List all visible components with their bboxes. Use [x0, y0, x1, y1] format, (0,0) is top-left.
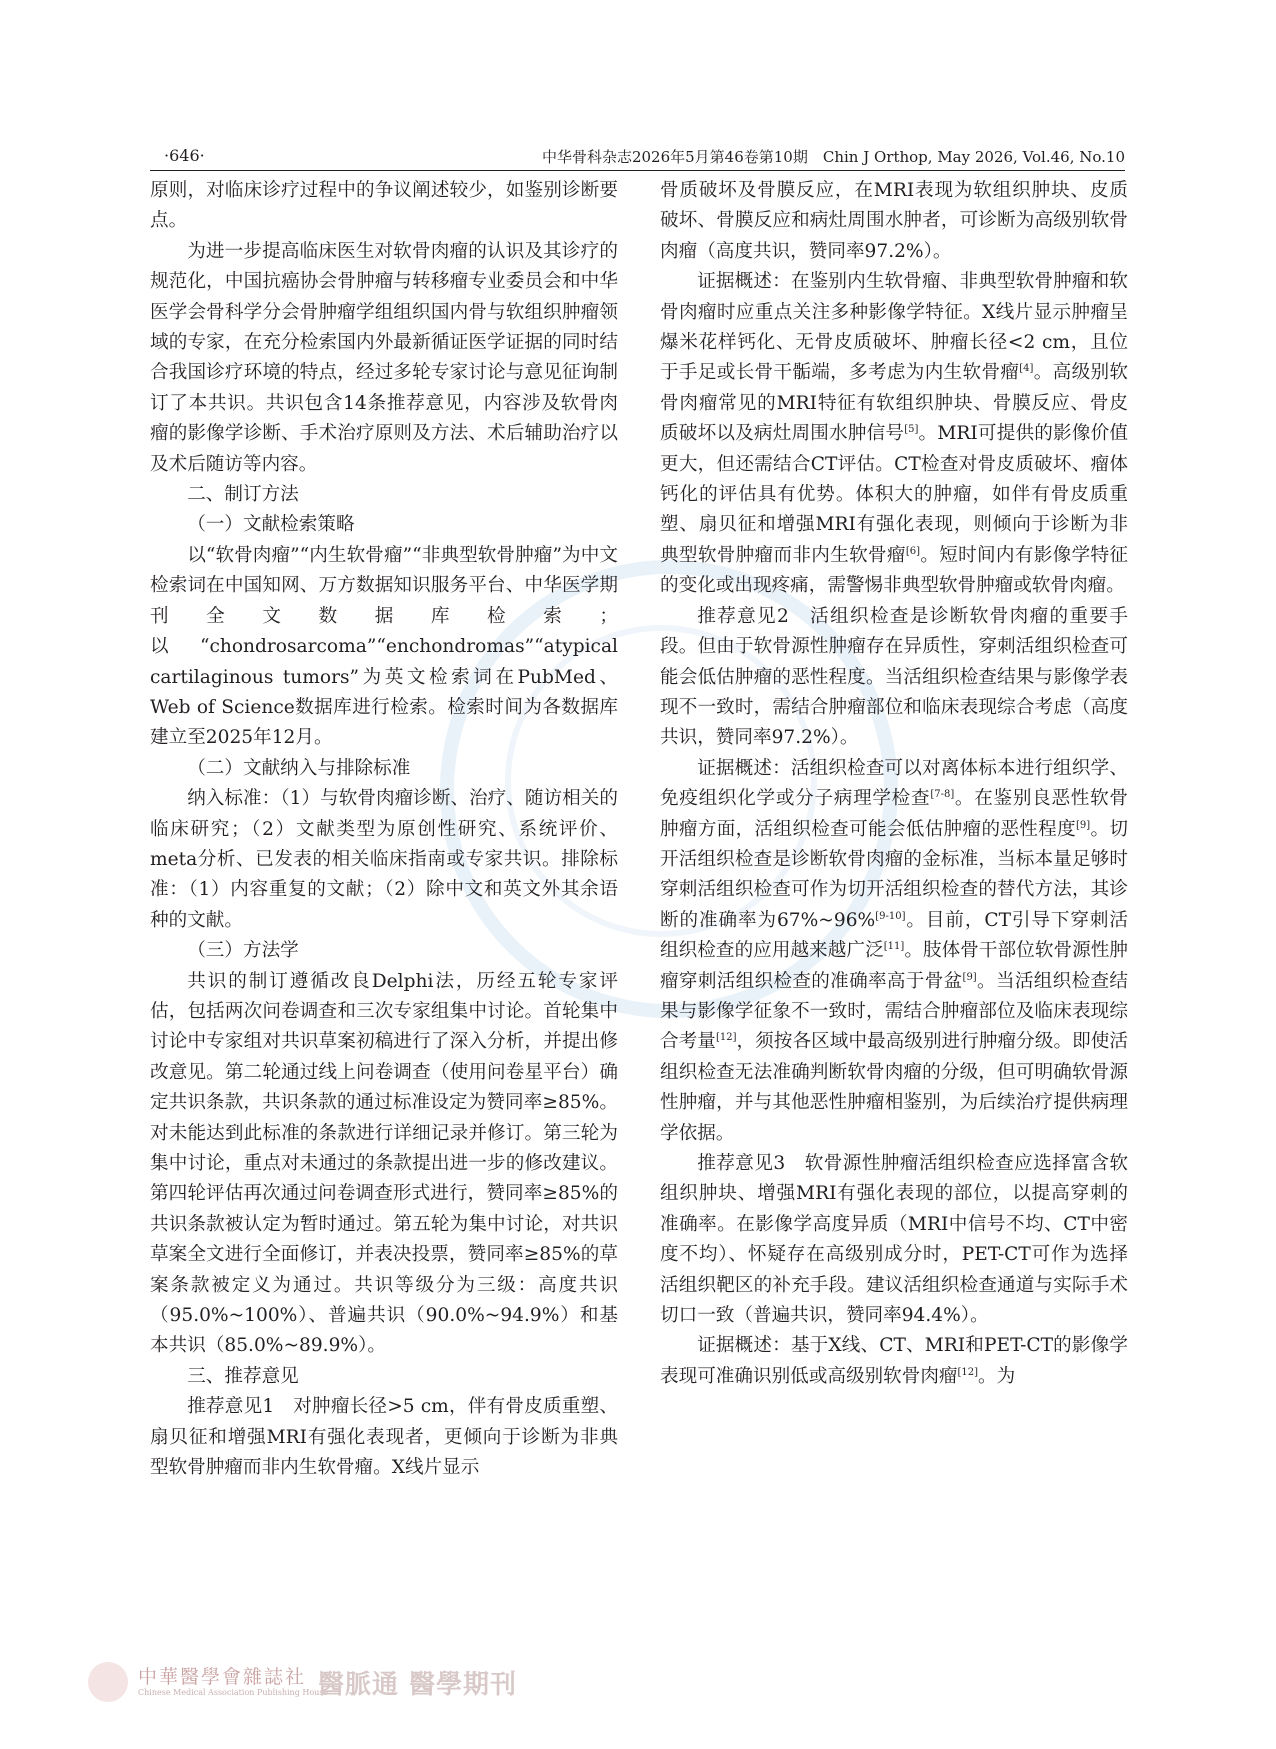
citation-ref: [11] [883, 940, 905, 952]
subsection-heading: （三）方法学 [187, 940, 299, 962]
text-run: 。短时间内有影像学特征的变化或出现疼痛，需警惕非典型软骨肿瘤或软骨肉瘤。 [660, 544, 1128, 597]
paragraph: 骨质破坏及骨膜反应，在MRI表现为软组织肿块、皮质破坏、骨膜反应和病灶周围水肿者，可诊断为高级别软骨肉瘤（高度共识，赞同率97.2%）。 [660, 180, 1128, 262]
paragraph: 为进一步提高临床医生对软骨肉瘤的认识及其诊疗的规范化，中国抗癌协会骨肿瘤与转移瘤专业委员会和中华医学会骨科学分会骨肿瘤学组组织国内骨与软组织肿瘤领域的专家，在充分检索国内外最新循证医学证据的同时结合我国诊疗环境的特点，经过多轮专家讨论与意见征询制订了本共识。共识包含14条推荐意见，内容涉及软骨肉瘤的影像学诊断、手术治疗原则及方法、术后辅助治疗以及术后随访等内容。 [150, 240, 618, 475]
text-run: 证据概述：在鉴别内生软骨瘤、非典型软骨肿瘤和软骨肉瘤时应重点关注多种影像学特征。X线片显示肿瘤呈爆米花样钙化、无骨皮质破坏、肿瘤长径<2 cm，且位于手足或长骨干骺端，多考虑为内生软骨瘤 [660, 271, 1128, 384]
evidence-summary-1 [660, 267, 1128, 601]
evidence-summary-2 [660, 754, 1128, 1149]
publisher-footer [88, 1660, 568, 1710]
text-run: 。MRI可提供的影像价值更大，但还需结合CT评估。CT检查对骨皮质破坏、瘤体钙化的评估具有优势。体积大的肿瘤，如伴有骨皮质重塑、扇贝征和增强MRI有强化表现，则倾向于诊断为非典型软骨肿瘤而非内生软骨瘤 [660, 423, 1128, 566]
page-number: ·646· [164, 146, 205, 165]
evidence-summary-3 [660, 1331, 1128, 1392]
text-run: 证据概述：基于X线、CT、MRI和PET-CT的影像学表现可准确识别低或高级别软骨肉瘤 [660, 1335, 1128, 1387]
running-header [150, 146, 1125, 171]
paragraph: 纳入标准：（1）与软骨肉瘤诊断、治疗、随访相关的临床研究；（2）文献类型为原创性研究、系统评价、meta分析、已发表的相关临床指南或专家共识。排除标准：（1）内容重复的文献；（2）除中文和英文外其余语种的文献。 [150, 788, 618, 931]
citation-ref: [9] [1075, 819, 1091, 831]
citation-ref: [9] [962, 971, 977, 983]
citation-ref: [12] [957, 1366, 979, 1378]
paragraph: 共识的制订遵循改良Delphi法，历经五轮专家评估，包括两次问卷调查和三次专家组集中讨论。首轮集中讨论中专家组对共识草案初稿进行了深入分析，并提出修改意见。第二轮通过线上问卷调查（使用问卷星平台）确定共识条款，共识条款的通过标准设定为赞同率≥85%。对未能达到此标准的条款进行详细记录并修订。第三轮为集中讨论，重点对未通过的条款提出进一步的修改建议。第四轮评估再次通过问卷调查形式进行，赞同率≥85%的共识条款被认定为暂时通过。第五轮为集中讨论，对共识草案全文进行全面修订，并表决投票，赞同率≥85%的草案条款被定义为通过。共识等级分为三级：高度共识（95.0%~100%）、普遍共识（90.0%~94.9%）和基本共识（85.0%~89.9%）。 [150, 970, 618, 1357]
citation-ref: [9-10] [875, 910, 906, 922]
citation-ref: [12] [715, 1032, 737, 1044]
right-column [660, 176, 1128, 1392]
subsection-heading: （二）文献纳入与排除标准 [187, 757, 411, 779]
section-heading: 二、制订方法 [187, 484, 299, 506]
text-run: 。在鉴别良恶性软骨肿瘤方面，活组织检查可能会低估肿瘤的恶性程度 [660, 788, 1128, 840]
left-column [150, 176, 618, 1483]
citation-ref: [4] [1019, 363, 1034, 375]
recommendation-2: 推荐意见2 活组织检查是诊断软骨肉瘤的重要手段。但由于软骨源性肿瘤存在异质性，穿刺活组织检查可能会低估肿瘤的恶性程度。当活组织检查结果与影像学表现不一致时，需结合肿瘤部位和临床表现综合考虑（高度共识，赞同率97.2%）。 [660, 605, 1128, 749]
recommendation-3: 推荐意见3 软骨源性肿瘤活组织检查应选择富含软组织肿块、增强MRI有强化表现的部位，以提高穿刺的准确率。在影像学高度异质（MRI中信号不均、CT中密度不均）、怀疑存在高级别成分时，PET-CT可作为选择活组织靶区的补充手段。建议活组织检查通道与实际手术切口一致（普遍共识，赞同率94.4%）。 [660, 1153, 1128, 1327]
text-run: 。目前，CT引导下穿刺活组织检查的应用越来越广泛 [660, 909, 1128, 962]
text-run: 。为 [978, 1365, 1016, 1387]
subsection-heading: （一）文献检索策略 [187, 514, 355, 536]
text-run: 。当活组织检查结果与影像学征象不一致时，需结合肿瘤部位及临床表现综合考量 [660, 970, 1128, 1053]
paragraph: 以“软骨肉瘤”“内生软骨瘤”“非典型软骨肿瘤”为中文检索词在中国知网、万方数据知识服务平台、中华医学期刊全文数据库检索；以“chondrosarcoma”“enchondromas”“atypical cartilaginous tumors”为英文检索词在PubMed、Web of Science数据库进行检索。检索时间为各数据库建立至2025年12月。 [150, 544, 618, 749]
text-run: 证据概述：活组织检查可以对离体标本进行组织学、免疫组织化学或分子病理学检查 [660, 757, 1128, 810]
section-heading: 三、推荐意见 [187, 1365, 299, 1387]
text-run: 。切开活组织检查是诊断软骨肉瘤的金标准，当标本量足够时穿刺活组织检查可作为切开活组织检查的替代方法，其诊断的准确率为67%~96% [660, 818, 1128, 931]
citation-ref: [7-8] [930, 788, 955, 800]
citation-ref: [6] [905, 545, 920, 557]
publisher-logo-icon [88, 1662, 128, 1702]
text-run: 。高级别软骨肉瘤常见的MRI特征有软组织肿块、骨膜反应、骨皮质破坏以及病灶周围水肿信号 [660, 362, 1128, 445]
publisher-name: 中華醫學會雜誌社 [138, 1666, 307, 1688]
publisher-name-en: Chinese Medical Association Publishing House [138, 1688, 329, 1697]
journal-citation: 中华骨科杂志2026年5月第46卷第10期 Chin J Orthop, May 2026, Vol.46, No.10 [541, 148, 1125, 166]
citation-ref: [5] [904, 424, 919, 436]
text-run: 。肢体骨干部位软骨源性肿瘤穿刺活组织检查的准确率高于骨盆 [660, 940, 1128, 992]
text-run: ，须按各区域中最高级别进行肿瘤分级。即使活组织检查无法准确判断软骨肉瘤的分级，但可明确软骨源性肿瘤，并与其他恶性肿瘤相鉴别，为后续治疗提供病理学依据。 [660, 1031, 1128, 1144]
recommendation-1: 推荐意见1 对肿瘤长径>5 cm，伴有骨皮质重塑、扇贝征和增强MRI有强化表现者，更倾向于诊断为非典型软骨肿瘤而非内生软骨瘤。X线片显示 [150, 1396, 618, 1479]
paragraph: 原则，对临床诊疗过程中的争议阐述较少，如鉴别诊断要点。 [150, 180, 618, 232]
brand-logo: 醫脈通 醫學期刊 [318, 1670, 518, 1700]
